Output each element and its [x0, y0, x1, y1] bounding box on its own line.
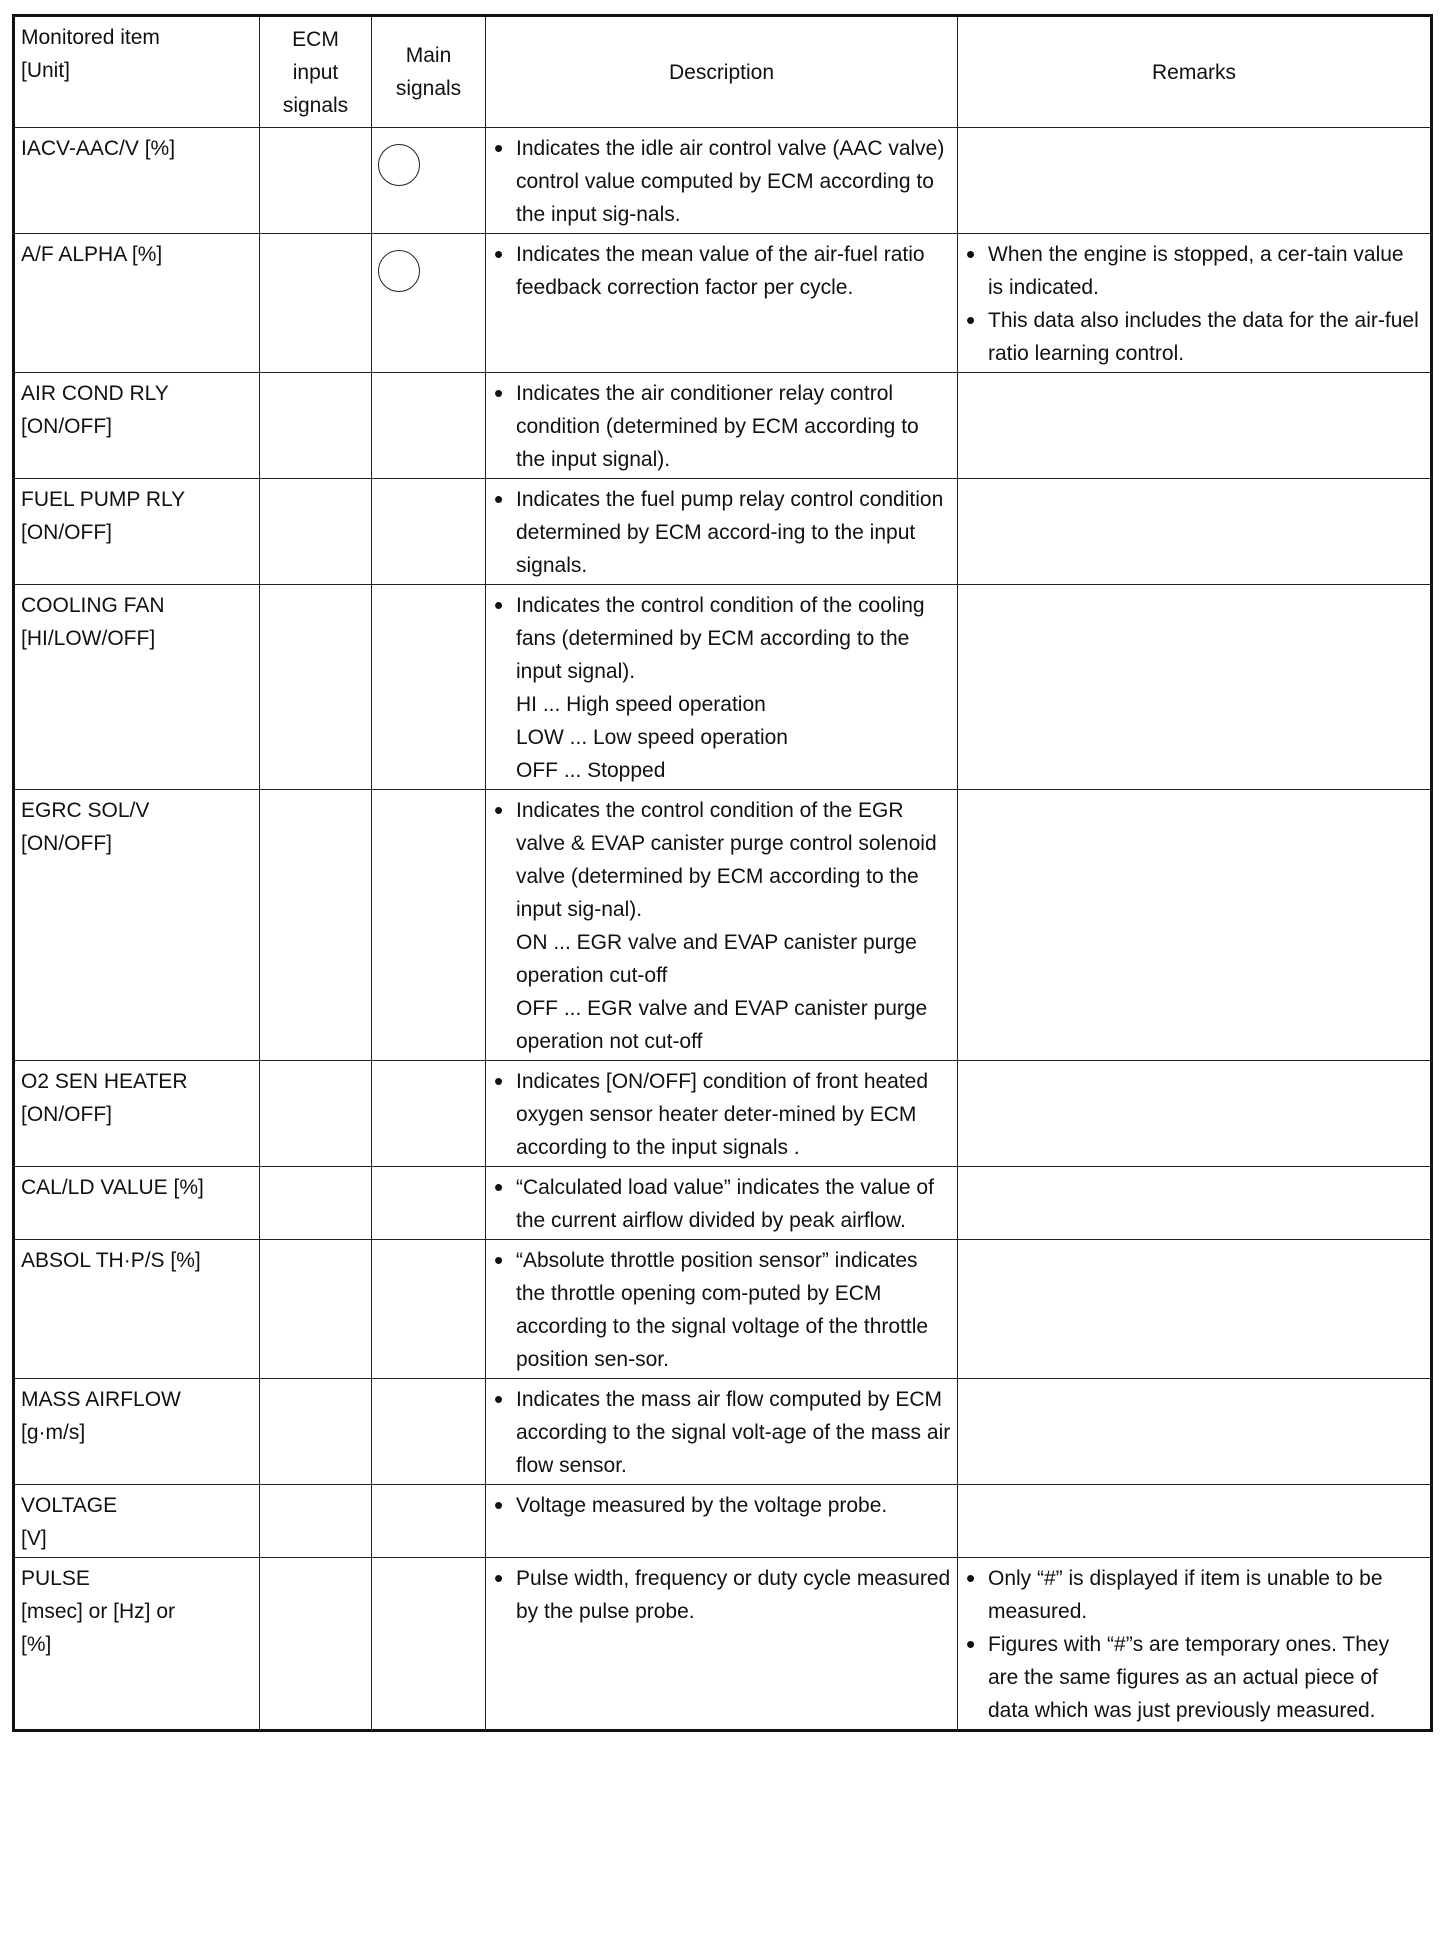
monitored-item-text: [msec] or [Hz] or: [21, 1600, 176, 1623]
remarks-bullet: • This data also includes the data for the air-fuel ratio learning control.: [964, 304, 1424, 370]
monitored-item-cell: [14, 1167, 260, 1240]
ecm-input-cell: [260, 1167, 372, 1240]
description-list: [492, 1489, 951, 1522]
table-row: [14, 1061, 1432, 1167]
main-signal-cell: [372, 790, 486, 1061]
ecm-input-cell: [260, 1240, 372, 1379]
remarks-cell: [958, 1061, 1432, 1167]
ecm-input-cell: [260, 1558, 372, 1731]
description-bullet: • Indicates the control condition of the cooling fans (determined by ECM according to the input signal).: [492, 589, 951, 688]
description-list: [492, 132, 951, 231]
remarks-bullet: • When the engine is stopped, a cer-tain value is indicated.: [964, 238, 1424, 304]
description-cell: [486, 128, 958, 234]
monitored-item-text: ABSOL TH·P/S [%]: [21, 1249, 201, 1272]
description-bullet: • “Calculated load value” indicates the value of the current airflow divided by peak airflow.: [492, 1171, 951, 1237]
table-row: [14, 479, 1432, 585]
table-row: [14, 790, 1432, 1061]
monitored-item-cell: [14, 1558, 260, 1731]
ecm-input-cell: [260, 1379, 372, 1485]
monitored-item-cell: [14, 128, 260, 234]
remarks-cell: [958, 790, 1432, 1061]
description-list: [492, 238, 951, 304]
description-cell: [486, 1558, 958, 1731]
monitored-item-cell: [14, 234, 260, 373]
main-signal-cell: [372, 585, 486, 790]
description-extra-line: ON ... EGR valve and EVAP canister purge operation cut-off: [516, 931, 917, 987]
description-cell: [486, 1167, 958, 1240]
table-row: [14, 1485, 1432, 1558]
table-row: [14, 128, 1432, 234]
main-signal-cell: [372, 1558, 486, 1731]
monitored-item-cell: [14, 790, 260, 1061]
description-cell: [486, 585, 958, 790]
description-extra-line: LOW ... Low speed operation: [516, 726, 788, 749]
monitored-item-cell: [14, 585, 260, 790]
main-signal-cell: [372, 234, 486, 373]
remarks-cell: [958, 128, 1432, 234]
header-ecm-input-signals: [260, 16, 372, 128]
description-extra-line: OFF ... Stopped: [516, 759, 666, 782]
header-item-line: [Unit]: [21, 59, 71, 82]
table-row: [14, 1240, 1432, 1379]
header-main-line: signals: [395, 77, 462, 100]
description-cell: [486, 234, 958, 373]
description-bullet: • Indicates the idle air control valve (AAC valve) control value computed by ECM according to the input sig-nals.: [492, 132, 951, 231]
remarks-cell: [958, 1240, 1432, 1379]
ecm-input-cell: [260, 1485, 372, 1558]
description-extra-line: HI ... High speed operation: [516, 693, 766, 716]
remarks-bullet: • Only “#” is displayed if item is unable to be measured.: [964, 1562, 1424, 1628]
main-signal-cell: [372, 479, 486, 585]
main-signal-cell: [372, 128, 486, 234]
description-bullet: • Indicates the control condition of the EGR valve & EVAP canister purge control solenoid valve (determined by ECM according to the input sig-nal).: [492, 794, 951, 926]
monitored-item-text: [ON/OFF]: [21, 832, 112, 855]
ecm-input-cell: [260, 373, 372, 479]
description-cell: [486, 373, 958, 479]
header-ecm-line: signals: [282, 93, 349, 117]
table-row: [14, 1379, 1432, 1485]
remarks-cell: [958, 373, 1432, 479]
main-signal-cell: [372, 373, 486, 479]
main-signal-cell: [372, 1061, 486, 1167]
ecm-input-cell: [260, 585, 372, 790]
monitored-item-text: A/F ALPHA [%]: [21, 243, 163, 266]
description-bullet: • “Absolute throttle position sensor” indicates the throttle opening com-puted by ECM according to the signal voltage of the throttle position sen-sor.: [492, 1244, 951, 1376]
monitored-item-text: CAL/LD VALUE [%]: [21, 1176, 204, 1199]
monitored-item-text: [HI/LOW/OFF]: [21, 627, 156, 650]
remarks-cell: [958, 1167, 1432, 1240]
table-row: [14, 1558, 1432, 1731]
description-list: [492, 1562, 951, 1628]
main-signal-circle-icon: [378, 144, 420, 186]
remarks-cell: [958, 1379, 1432, 1485]
monitored-item-text: EGRC SOL/V: [21, 799, 150, 822]
monitored-item-text: AIR COND RLY: [21, 382, 169, 405]
monitored-item-cell: [14, 1379, 260, 1485]
ecm-input-cell: [260, 128, 372, 234]
description-bullet: • Indicates the mass air flow computed by ECM according to the signal volt-age of the mass air flow sensor.: [492, 1383, 951, 1482]
header-main-line: Main: [405, 44, 452, 67]
monitored-item-text: [%]: [21, 1633, 52, 1656]
monitored-item-text: [ON/OFF]: [21, 415, 112, 438]
main-signal-cell: [372, 1240, 486, 1379]
description-bullet: • Voltage measured by the voltage probe.: [492, 1489, 951, 1522]
main-signal-cell: [372, 1167, 486, 1240]
remarks-cell: [958, 1485, 1432, 1558]
description-list: [492, 1244, 951, 1376]
monitored-item-cell: [14, 1061, 260, 1167]
description-list: [492, 1065, 951, 1164]
main-signal-cell: [372, 1485, 486, 1558]
remarks-list: [964, 238, 1424, 370]
description-bullet: • Indicates the fuel pump relay control condition determined by ECM accord-ing to the input signals.: [492, 483, 951, 582]
description-bullet: • Pulse width, frequency or duty cycle measured by the pulse probe.: [492, 1562, 951, 1628]
monitored-items-table: [12, 14, 1433, 1732]
monitored-item-text: PULSE: [21, 1567, 90, 1590]
table-row: [14, 234, 1432, 373]
header-item-line: Monitored item: [21, 26, 160, 49]
header-monitored-item: [14, 16, 260, 128]
description-cell: [486, 479, 958, 585]
monitored-item-text: [g·m/s]: [21, 1421, 86, 1444]
ecm-input-cell: [260, 1061, 372, 1167]
description-bullet: • Indicates [ON/OFF] condition of front heated oxygen sensor heater deter-mined by ECM according to the input signals .: [492, 1065, 951, 1164]
table-body: [14, 128, 1432, 1731]
remarks-cell: [958, 585, 1432, 790]
monitored-item-text: IACV-AAC/V [%]: [21, 137, 176, 160]
monitored-item-text: COOLING FAN: [21, 594, 165, 617]
remarks-cell: [958, 1558, 1432, 1731]
description-list: [492, 589, 951, 688]
remarks-cell: [958, 234, 1432, 373]
description-cell: [486, 1240, 958, 1379]
ecm-input-cell: [260, 790, 372, 1061]
monitored-item-text: MASS AIRFLOW: [21, 1388, 181, 1411]
monitored-item-text: FUEL PUMP RLY: [21, 488, 186, 511]
monitored-item-text: O2 SEN HEATER: [21, 1070, 188, 1093]
header-row: [14, 16, 1432, 128]
monitored-item-cell: [14, 479, 260, 585]
monitored-item-cell: [14, 1240, 260, 1379]
description-list: [492, 1171, 951, 1237]
monitored-item-text: [ON/OFF]: [21, 1103, 112, 1126]
monitored-item-cell: [14, 1485, 260, 1558]
table-row: [14, 585, 1432, 790]
main-signal-circle-icon: [378, 250, 420, 292]
description-list: [492, 483, 951, 582]
description-cell: [486, 1379, 958, 1485]
description-list: [492, 1383, 951, 1482]
ecm-input-cell: [260, 234, 372, 373]
monitored-item-text: [V]: [21, 1527, 47, 1550]
remarks-list: [964, 1562, 1424, 1727]
header-remarks: Remarks: [958, 16, 1432, 128]
ecm-input-cell: [260, 479, 372, 585]
description-cell: [486, 1485, 958, 1558]
monitored-item-cell: [14, 373, 260, 479]
description-list: [492, 794, 951, 926]
header-ecm-line: input: [292, 60, 339, 84]
description-bullet: • Indicates the air conditioner relay control condition (determined by ECM according to the input signal).: [492, 377, 951, 476]
remarks-cell: [958, 479, 1432, 585]
monitored-item-text: [ON/OFF]: [21, 521, 112, 544]
header-description: Description: [486, 16, 958, 128]
header-ecm-line: ECM: [292, 27, 339, 51]
description-cell: [486, 1061, 958, 1167]
table-row: [14, 1167, 1432, 1240]
header-main-signals: [372, 16, 486, 128]
description-list: [492, 377, 951, 476]
description-extra-line: OFF ... EGR valve and EVAP canister purge operation not cut-off: [516, 997, 928, 1053]
description-cell: [486, 790, 958, 1061]
table-row: [14, 373, 1432, 479]
description-bullet: • Indicates the mean value of the air-fuel ratio feedback correction factor per cycle.: [492, 238, 951, 304]
main-signal-cell: [372, 1379, 486, 1485]
monitored-item-text: VOLTAGE: [21, 1494, 118, 1517]
remarks-bullet: • Figures with “#”s are temporary ones. They are the same figures as an actual piece of data which was just previously measured.: [964, 1628, 1424, 1727]
